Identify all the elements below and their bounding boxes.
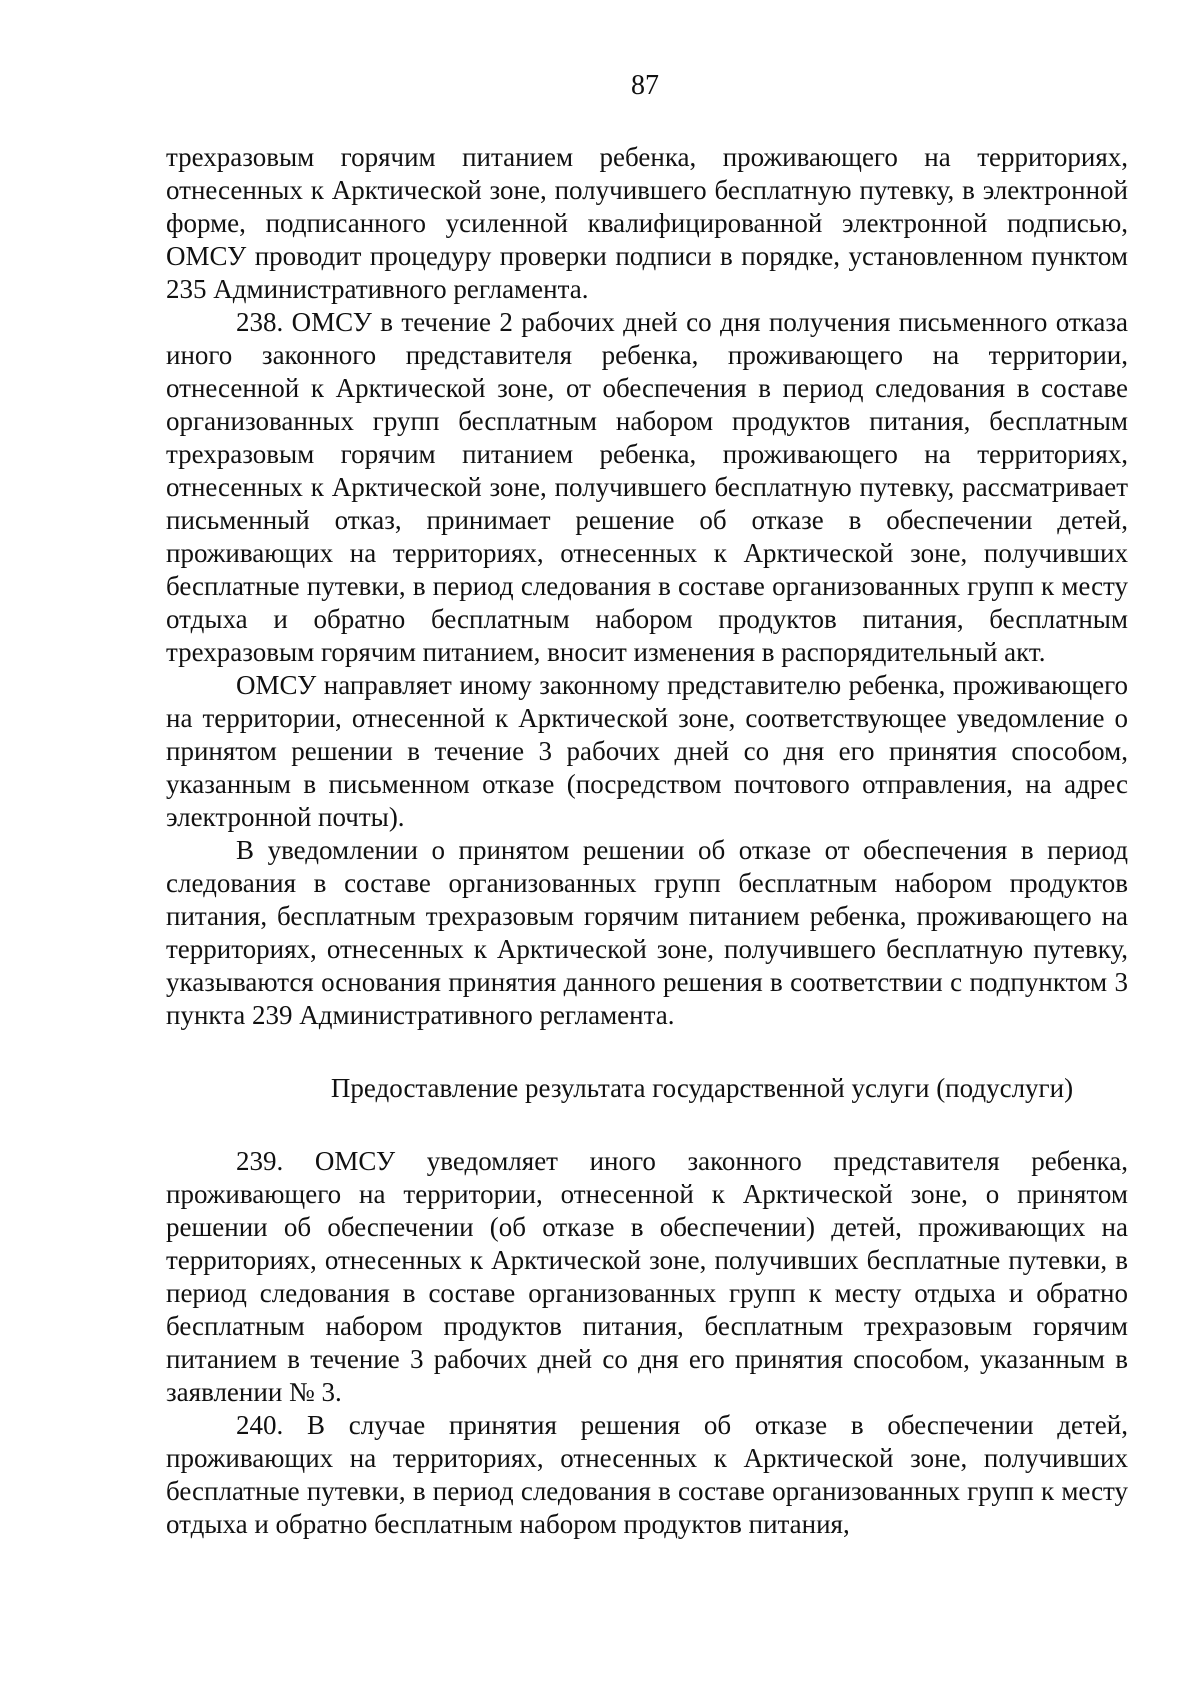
paragraph-continuation: трехразовым горячим питанием ребенка, проживающего на территориях, отнесенных к Арктической зоне, получившего бесплатную путевку, в электронной форме, подписанного усиленной квалифицированной электронной подписью, ОМСУ проводит процедуру проверки подписи в порядке, установленном пунктом 235 Административного регламента.: [166, 142, 1128, 304]
paragraph-239: 239. ОМСУ уведомляет иного законного представителя ребенка, проживающего на территории, отнесенной к Арктической зоне, о принятом решении об обеспечении (об отказе в обеспечении) детей, проживающих на территориях, отнесенных к Арктической зоне, получивших бесплатные путевки, в период следования в составе организованных групп к месту отдыха и обратно бесплатным набором продуктов питания, бесплатным трехразовым горячим питанием в течение 3 рабочих дней со дня его принятия способом, указанным в заявлении № 3.: [166, 1146, 1128, 1407]
document-body: [166, 141, 1128, 1541]
paragraph-notification-grounds: В уведомлении о принятом решении об отказе от обеспечения в период следования в составе организованных групп бесплатным набором продуктов питания, бесплатным трехразовым горячим питанием ребенка, проживающего на территориях, отнесенных к Арктической зоне, получившего бесплатную путевку, указываются основания принятия данного решения в соответствии с подпунктом 3 пункта 239 Административного регламента.: [166, 835, 1128, 1030]
paragraph-omsu-notification: ОМСУ направляет иному законному представителю ребенка, проживающего на территории, отнесенной к Арктической зоне, соответствующее уведомление о принятом решении в течение 3 рабочих дней со дня его принятия способом, указанным в письменном отказе (посредством почтового отправления, на адрес электронной почты).: [166, 670, 1128, 832]
page-number: 87: [631, 70, 659, 101]
paragraph-240: 240. В случае принятия решения об отказе в обеспечении детей, проживающих на территориях, отнесенных к Арктической зоне, получивших бесплатные путевки, в период следования в составе организованных групп к месту отдыха и обратно бесплатным набором продуктов питания,: [166, 1410, 1128, 1539]
paragraph-238: 238. ОМСУ в течение 2 рабочих дней со дня получения письменного отказа иного законного представителя ребенка, проживающего на территории, отнесенной к Арктической зоне, от обеспечения в период следования в составе организованных групп бесплатным набором продуктов питания, бесплатным трехразовым горячим питанием ребенка, проживающего на территориях, отнесенных к Арктической зоне, получившего бесплатную путевку, рассматривает письменный отказ, принимает решение об отказе в обеспечении детей, проживающих на территориях, отнесенных к Арктической зоне, получивших бесплатные путевки, в период следования в составе организованных групп к месту отдыха и обратно бесплатным набором продуктов питания, бесплатным трехразовым горячим питанием, вносит изменения в распорядительный акт.: [166, 307, 1128, 667]
section-heading: Предоставление результата государственной услуги (подуслуги): [330, 1073, 1074, 1103]
